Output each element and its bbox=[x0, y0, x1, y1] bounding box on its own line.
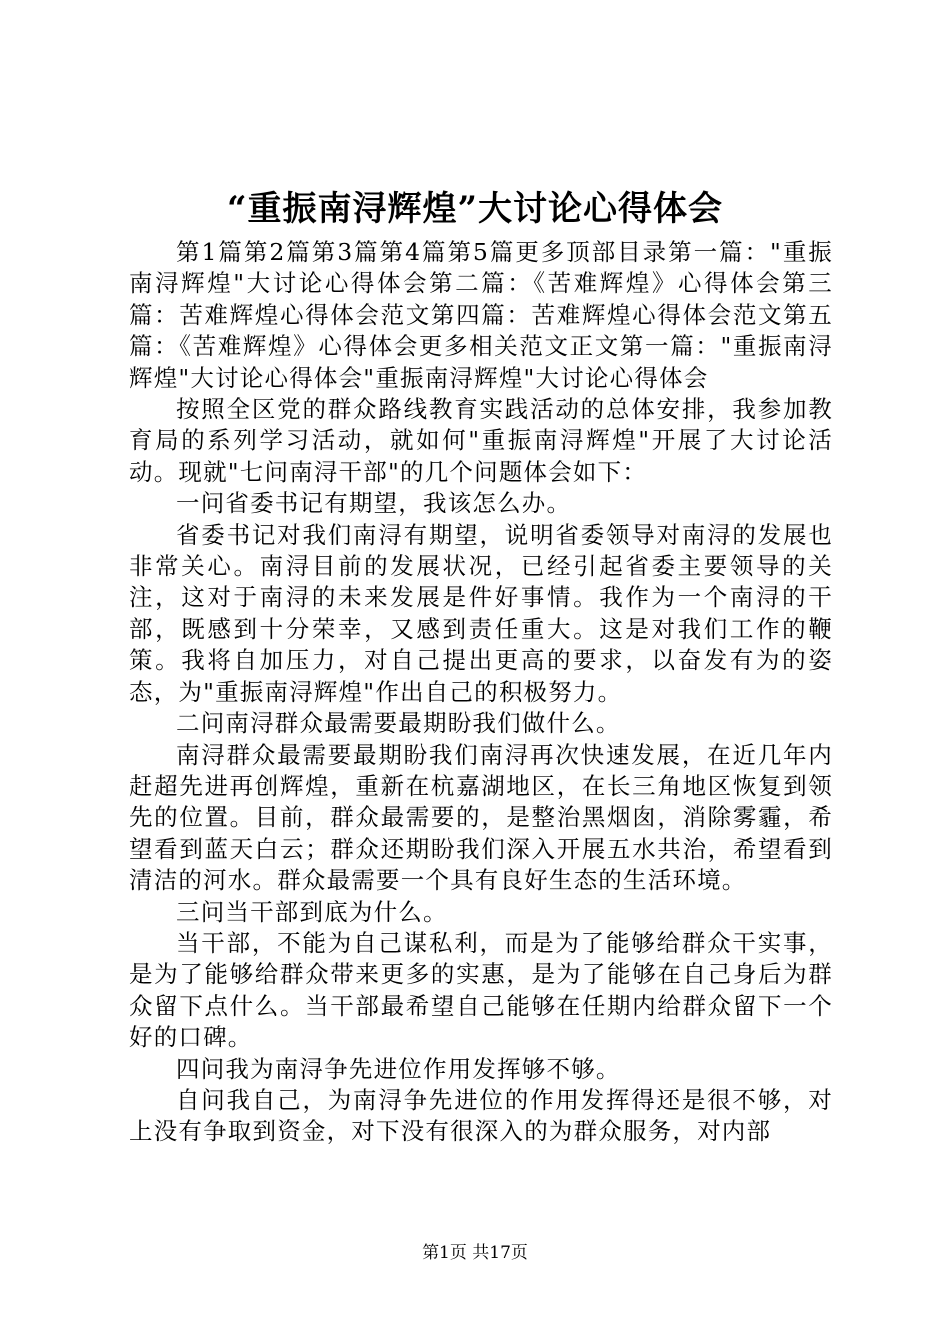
paragraph-answer-2: 南浔群众最需要最期盼我们南浔再次快速发展，在近几年内赶超先进再创辉煌，重新在杭嘉湖地区，在长三角地区恢复到领先的位置。目前，群众最需要的，是整治黑烟囱，消除雾霾，希望看到蓝天白云；群众还期盼我们深入开展五水共治，希望看到清洁的河水。群众最需要一个具有良好生态的生活环境。 bbox=[129, 740, 833, 895]
paragraph-answer-1: 省委书记对我们南浔有期望，说明省委领导对南浔的发展也非常关心。南浔目前的发展状况，已经引起省委主要领导的关注，这对于南浔的未来发展是件好事情。我作为一个南浔的干部，既感到十分荣幸，又感到责任重大。这是对我们工作的鞭策。我将自加压力，对自己提出更高的要求，以奋发有为的姿态，为"重振南浔辉煌"作出自己的积极努力。 bbox=[129, 520, 833, 706]
question-heading-3: 三问当干部到底为什么。 bbox=[176, 897, 448, 926]
question-heading-2: 二问南浔群众最需要最期盼我们做什么。 bbox=[176, 709, 621, 738]
question-heading-1: 一问省委书记有期望，我该怎么办。 bbox=[176, 489, 572, 518]
paragraph-answer-4: 自问我自己，为南浔争先进位的作用发挥得还是很不够，对上没有争取到资金，对下没有很深入的为群众服务，对内部 bbox=[129, 1085, 833, 1146]
paragraph-intro: 按照全区党的群众路线教育实践活动的总体安排，我参加教育局的系列学习活动，就如何"重振南浔辉煌"开展了大讨论活动。现就"七问南浔干部"的几个问题体会如下： bbox=[129, 395, 833, 486]
paragraph-answer-3: 当干部，不能为自己谋私利，而是为了能够给群众干实事，是为了能够给群众带来更多的实惠，是为了能够在自己身后为群众留下点什么。当干部最希望自己能够在任期内给群众留下一个好的口碑。 bbox=[129, 928, 833, 1052]
question-heading-4: 四问我为南浔争先进位作用发挥够不够。 bbox=[176, 1054, 621, 1083]
paragraph-toc: 第1篇第2篇第3篇第4篇第5篇更多顶部目录第一篇："重振南浔辉煌"大讨论心得体会第二篇：《苦难辉煌》心得体会第三篇：苦难辉煌心得体会范文第四篇：苦难辉煌心得体会范文第五篇：《苦难辉煌》心得体会更多相关范文正文第一篇："重振南浔辉煌"大讨论心得体会"重振南浔辉煌"大讨论心得体会 bbox=[129, 238, 833, 392]
page-number: 第1页 共17页 bbox=[422, 1243, 528, 1263]
document-title: “重振南浔辉煌”大讨论心得体会 bbox=[226, 189, 724, 229]
document-body bbox=[129, 237, 833, 1148]
